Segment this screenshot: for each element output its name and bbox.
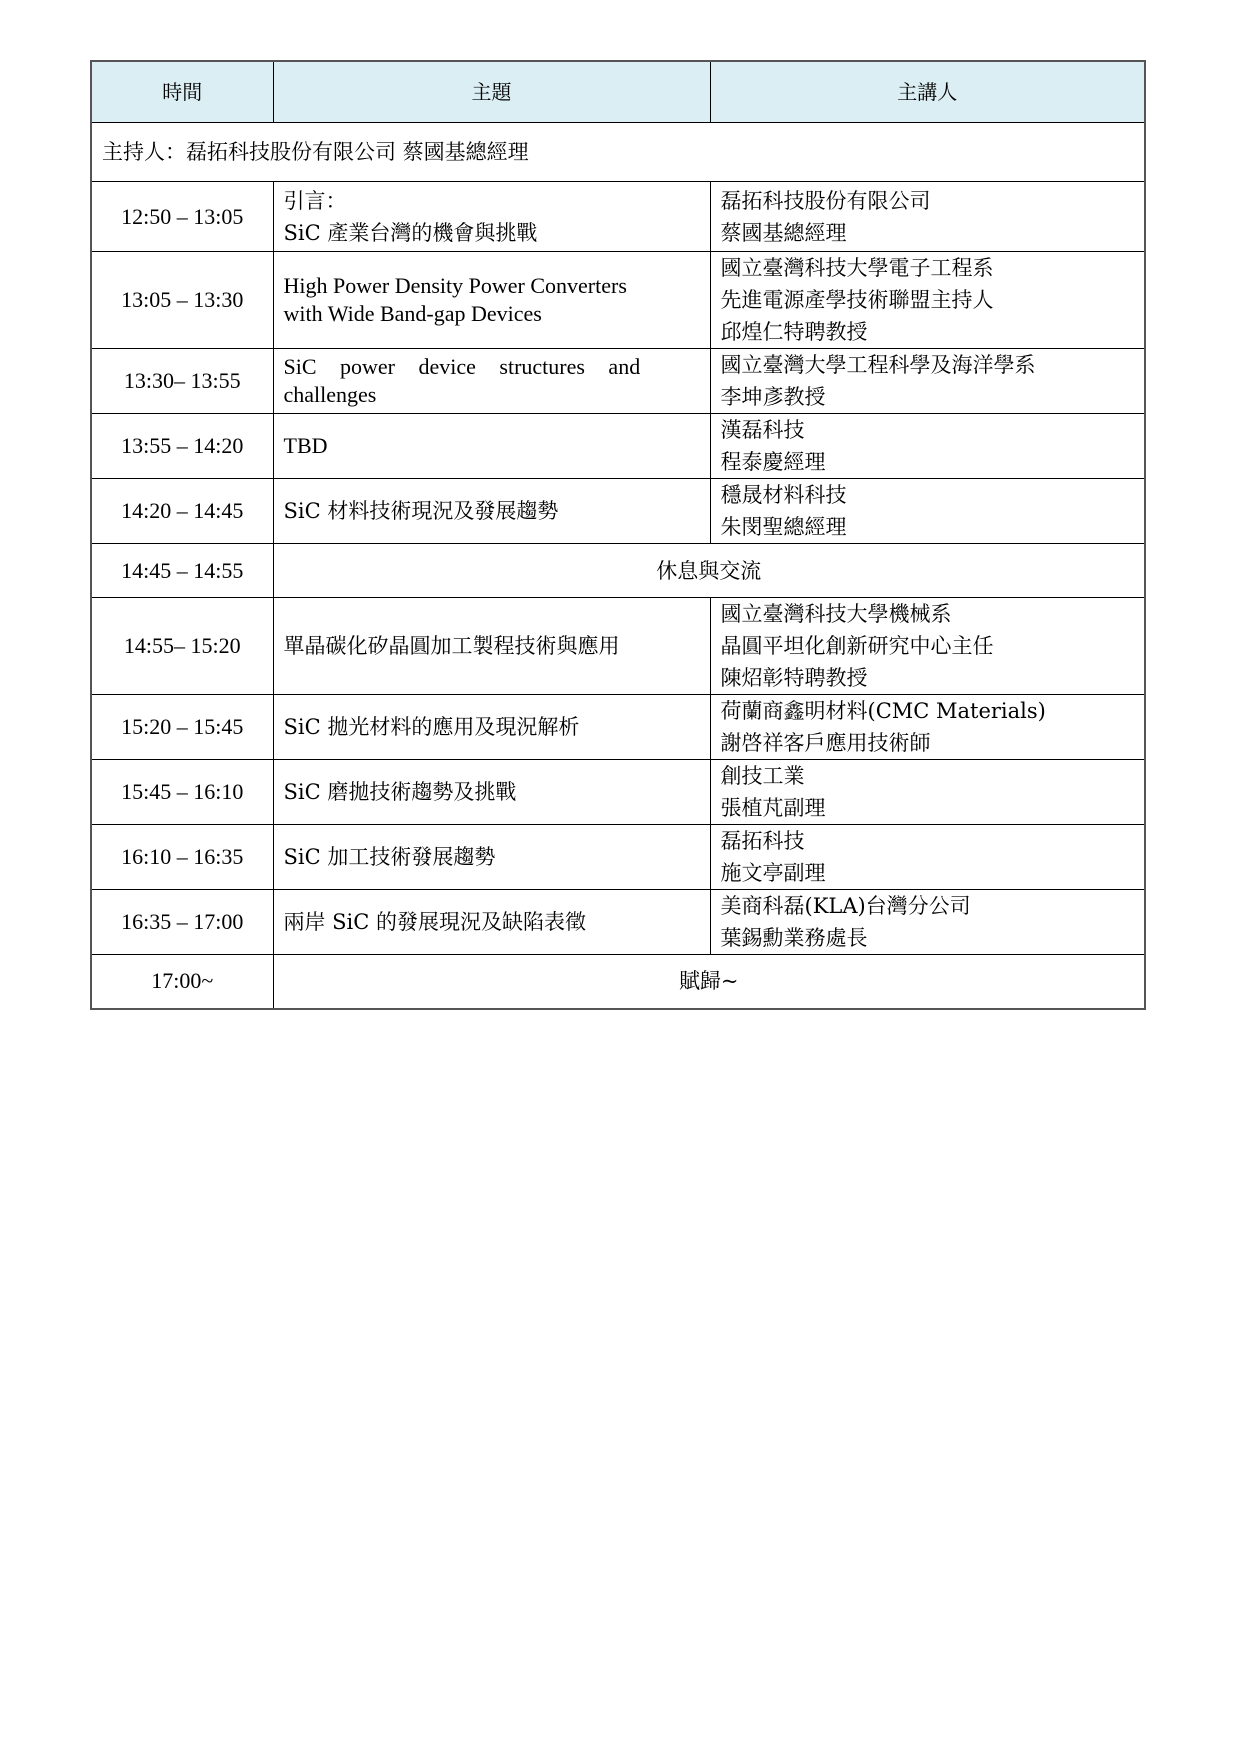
speaker-cell xyxy=(710,349,1145,414)
table-row xyxy=(91,414,1145,479)
topic-cell xyxy=(273,414,710,479)
speaker-line: 磊拓科技 xyxy=(720,829,805,853)
table-row xyxy=(91,479,1145,544)
table-row xyxy=(91,182,1145,252)
time-cell: 13:30– 13:55 xyxy=(91,349,273,414)
speaker-cell xyxy=(710,182,1145,252)
time-cell: 14:20 – 14:45 xyxy=(91,479,273,544)
table-row xyxy=(91,349,1145,414)
speaker-cell xyxy=(710,252,1145,349)
speaker-line: 朱閔聖總經理 xyxy=(720,515,847,539)
speaker-cell xyxy=(710,825,1145,890)
table-row xyxy=(91,890,1145,955)
table-row xyxy=(91,252,1145,349)
table-row xyxy=(91,825,1145,890)
topic-line: 單晶碳化矽晶圓加工製程技術與應用 xyxy=(283,634,620,658)
topic-line: SiC 拋光材料的應用及現況解析 xyxy=(283,715,580,739)
speaker-line: 葉錫勳業務處長 xyxy=(720,926,868,950)
topic-line: challenges xyxy=(283,382,377,407)
speaker-line: 張植芃副理 xyxy=(720,796,826,820)
speaker-cell xyxy=(710,890,1145,955)
time-cell: 13:05 – 13:30 xyxy=(91,252,273,349)
topic-line: 兩岸 SiC 的發展現況及缺陷表徵 xyxy=(283,910,587,934)
topic-cell xyxy=(273,252,710,349)
agenda-table xyxy=(90,60,1146,1010)
topic-cell xyxy=(273,695,710,760)
time-cell: 16:10 – 16:35 xyxy=(91,825,273,890)
break-cell: 休息與交流 xyxy=(273,544,1145,598)
table-row xyxy=(91,544,1145,598)
topic-line: SiC 加工技術發展趨勢 xyxy=(283,845,496,869)
time-cell: 14:55– 15:20 xyxy=(91,598,273,695)
header-row xyxy=(91,61,1145,123)
speaker-line: 陳炤彰特聘教授 xyxy=(720,666,868,690)
topic-cell xyxy=(273,182,710,252)
speaker-cell xyxy=(710,695,1145,760)
speaker-line: 美商科磊(KLA)台灣分公司 xyxy=(720,894,971,918)
speaker-cell xyxy=(710,479,1145,544)
host-cell: 主持人：磊拓科技股份有限公司 蔡國基總經理 xyxy=(91,123,1145,182)
speaker-line: 創技工業 xyxy=(720,764,805,788)
topic-line: TBD xyxy=(283,433,328,458)
topic-line: High Power Density Power Converters xyxy=(283,273,627,298)
topic-cell xyxy=(273,825,710,890)
speaker-line: 蔡國基總經理 xyxy=(720,220,847,245)
header-speaker: 主講人 xyxy=(710,61,1145,123)
time-cell: 16:35 – 17:00 xyxy=(91,890,273,955)
topic-cell xyxy=(273,479,710,544)
topic-line: SiC 材料技術現況及發展趨勢 xyxy=(283,499,559,523)
speaker-cell xyxy=(710,760,1145,825)
speaker-line: 國立臺灣大學工程科學及海洋學系 xyxy=(720,353,1036,377)
speaker-line: 晶圓平坦化創新研究中心主任 xyxy=(720,634,994,658)
topic-line: 引言： xyxy=(283,188,347,213)
topic-line: SiC 產業台灣的機會與挑戰 xyxy=(283,220,538,245)
speaker-line: 磊拓科技股份有限公司 xyxy=(720,188,931,213)
closing-cell: 賦歸~ xyxy=(273,955,1145,1009)
time-cell: 13:55 – 14:20 xyxy=(91,414,273,479)
topic-cell xyxy=(273,349,710,414)
time-cell: 15:45 – 16:10 xyxy=(91,760,273,825)
topic-line: with Wide Band-gap Devices xyxy=(283,301,542,326)
table-row xyxy=(91,955,1145,1009)
speaker-line: 施文亭副理 xyxy=(720,861,826,885)
table-row xyxy=(91,695,1145,760)
speaker-cell xyxy=(710,598,1145,695)
speaker-line: 程泰慶經理 xyxy=(720,450,826,474)
topic-cell xyxy=(273,760,710,825)
host-row xyxy=(91,123,1145,182)
table-row xyxy=(91,598,1145,695)
topic-cell xyxy=(273,890,710,955)
table-row xyxy=(91,760,1145,825)
topic-line: SiC 磨拋技術趨勢及挑戰 xyxy=(283,780,517,804)
topic-line: SiC power device structures and xyxy=(283,354,641,379)
speaker-cell xyxy=(710,414,1145,479)
time-cell: 14:45 – 14:55 xyxy=(91,544,273,598)
time-cell: 15:20 – 15:45 xyxy=(91,695,273,760)
speaker-line: 荷蘭商鑫明材料(CMC Materials) xyxy=(720,699,1046,723)
speaker-line: 邱煌仁特聘教授 xyxy=(720,320,868,344)
speaker-line: 漢磊科技 xyxy=(720,418,805,442)
time-cell: 12:50 – 13:05 xyxy=(91,182,273,252)
topic-cell xyxy=(273,598,710,695)
header-time: 時間 xyxy=(91,61,273,123)
speaker-line: 先進電源產學技術聯盟主持人 xyxy=(720,288,994,312)
speaker-line: 李坤彥教授 xyxy=(720,385,826,409)
speaker-line: 國立臺灣科技大學電子工程系 xyxy=(720,256,994,280)
speaker-line: 穩晟材料科技 xyxy=(720,483,847,507)
speaker-line: 國立臺灣科技大學機械系 xyxy=(720,602,952,626)
speaker-line: 謝啓祥客戶應用技術師 xyxy=(720,731,931,755)
time-cell: 17:00~ xyxy=(91,955,273,1009)
header-topic: 主題 xyxy=(273,61,710,123)
